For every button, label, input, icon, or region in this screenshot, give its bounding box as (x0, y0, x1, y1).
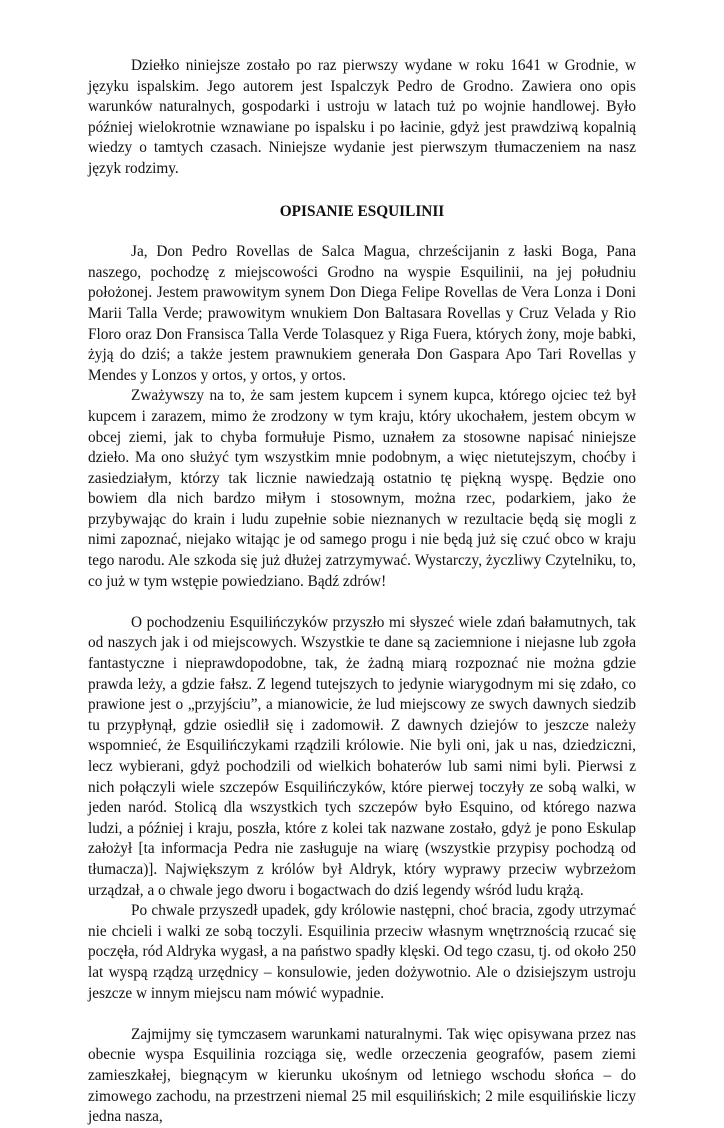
intro-paragraph: Dziełko niniejsze zostało po raz pierwszy wydane w roku 1641 w Grodnie, w języku ispalskim. Jego autorem jest Ispalczyk Pedro de Grodno. Zawiera ono opis warunków naturalnych, gospodarki i ustroju w latach tuż po wojnie handlowej. Było później wielokrotnie wznawiane po ispalsku i po łacinie, gdyż jest prawdziwą kopalnią wiedzy o tamtych czasach. Niniejsze wydanie jest pierwszym tłumaczeniem na nasz język rodzimy. (88, 57, 636, 177)
document-body (88, 56, 636, 1128)
body-paragraph: O pochodzeniu Esquilińczyków przyszło mi słyszeć wiele zdań bałamutnych, tak od naszych jak i od miejscowych. Wszystkie te dane są zaciemnione i niejasne lub zgoła fantastyczne i nieprawdopodobne, tak, że żadną miarą rozpoznać nie można gdzie prawda leży, a gdzie fałsz. Z legend tutejszych to jedynie wiarygodnym mi się zdało, co prawione jest o „przyjściu”, a mianowicie, że lud miejscowy ze swych dawnych siedzib tu przypłynął, gdzie osiedlił się i zadomowił. Z dawnych dziejów to jeszcze należy wspomnieć, że Esquilińczykami rządzili królowie. Nie byli oni, jak u nas, dziedziczni, lecz wybierani, gdyż pochodzili od wielkich bohaterów lub sami nimi byli. Pierwsi z nich połączyli wiele szczepów Esquilińczyków, które pierwej toczyły ze sobą walki, w jeden naród. Stolicą dla wszystkich tych szczepów było Esquino, od którego nazwa ludzi, a później i kraju, poszła, które z kolei tak nazwane zostało, gdyż je pono Eskulap założył [ta informacja Pedra nie zasługuje na wiarę (wszystkie przypisy pochodzą od tłumacza)]. Największym z królów był Aldryk, który wyprawy przeciw wybrzeżom urządzał, a o chwale jego dworu i bogactwach do dziś legendy wśród ludu krążą. (88, 613, 636, 899)
body-paragraph: Zważywszy na to, że sam jestem kupcem i synem kupca, którego ojciec też był kupcem i zarazem, mimo że zrodzony w tym kraju, który ukochałem, jestem obcym w obcej ziemi, jak to chyba formułuje Pismo, uznałem za stosowne napisać niniejsze dzieło. Ma ono służyć tym wszystkim mnie podobnym, a więc nietutejszym, choćby i zasiedziałym, którzy tak licznie nawiedzają ostatnio tę piękną wyspę. Będzie ono bowiem dla nich bardzo miłym i stosownym, można rzec, podarkiem, jako że przybywając do krain i ludu zupełnie sobie nieznanych w rezultacie będą się mogli z nimi zapoznać, niejako witając je od samego progu i nie będą już się czuć obco w kraju tego narodu. Ale szkoda się już dłużej zatrzymywać. Wystarczy, życzliwy Czytelniku, to, co już w tym wstępie powiedziano. Bądź zdrów! (88, 387, 636, 590)
body-paragraph: Zajmijmy się tymczasem warunkami naturalnymi. Tak więc opisywana przez nas obecnie wyspa Esquilinia rozciąga się, wedle orzeczenia geografów, pasem ziemi zamieszkałej, biegnącym w kierunku ukośnym od letniego wschodu słońca – do zimowego zachodu, na przestrzeni niemal 25 mil esquilińskich; 2 mile esquilińskie liczy jedna nasza, (88, 1025, 636, 1126)
section-heading: OPISANIE ESQUILINII (279, 202, 445, 220)
body-paragraph: Ja, Don Pedro Rovellas de Salca Magua, chrześcijanin z łaski Boga, Pana naszego, pochodzę z miejscowości Grodno na wyspie Esquilinii, na jej południu położonej. Jestem prawowitym synem Don Diega Felipe Rovellas de Vera Lonza i Doni Marii Talla Verde; prawowitym wnukiem Don Baltasara Rovellas y Cruz Velada y Rio Floro oraz Don Fransisca Talla Verde Tolasquez y Riga Fuera, których żony, moje babki, żyją do dziś; a także jestem prawnukiem generała Don Gaspara Apo Tari Rovellas y Mendes y Lonzos y ortos, y ortos, y ortos. (88, 243, 636, 384)
body-paragraph: Po chwale przyszedł upadek, gdy królowie następni, choć bracia, zgody utrzymać nie chcieli i walki ze sobą toczyli. Esquilinia przeciw własnym wnętrznością rzucać się poczęła, ród Aldryka wygasł, a na państwo spadły klęski. Od tego czasu, tj. od około 250 lat wyspą rządzą urzędnicy – konsulowie, jeden dożywotnio. Ale o dzisiejszym ustroju jeszcze w innym miejscu nam mówić wypadnie. (88, 902, 636, 1002)
